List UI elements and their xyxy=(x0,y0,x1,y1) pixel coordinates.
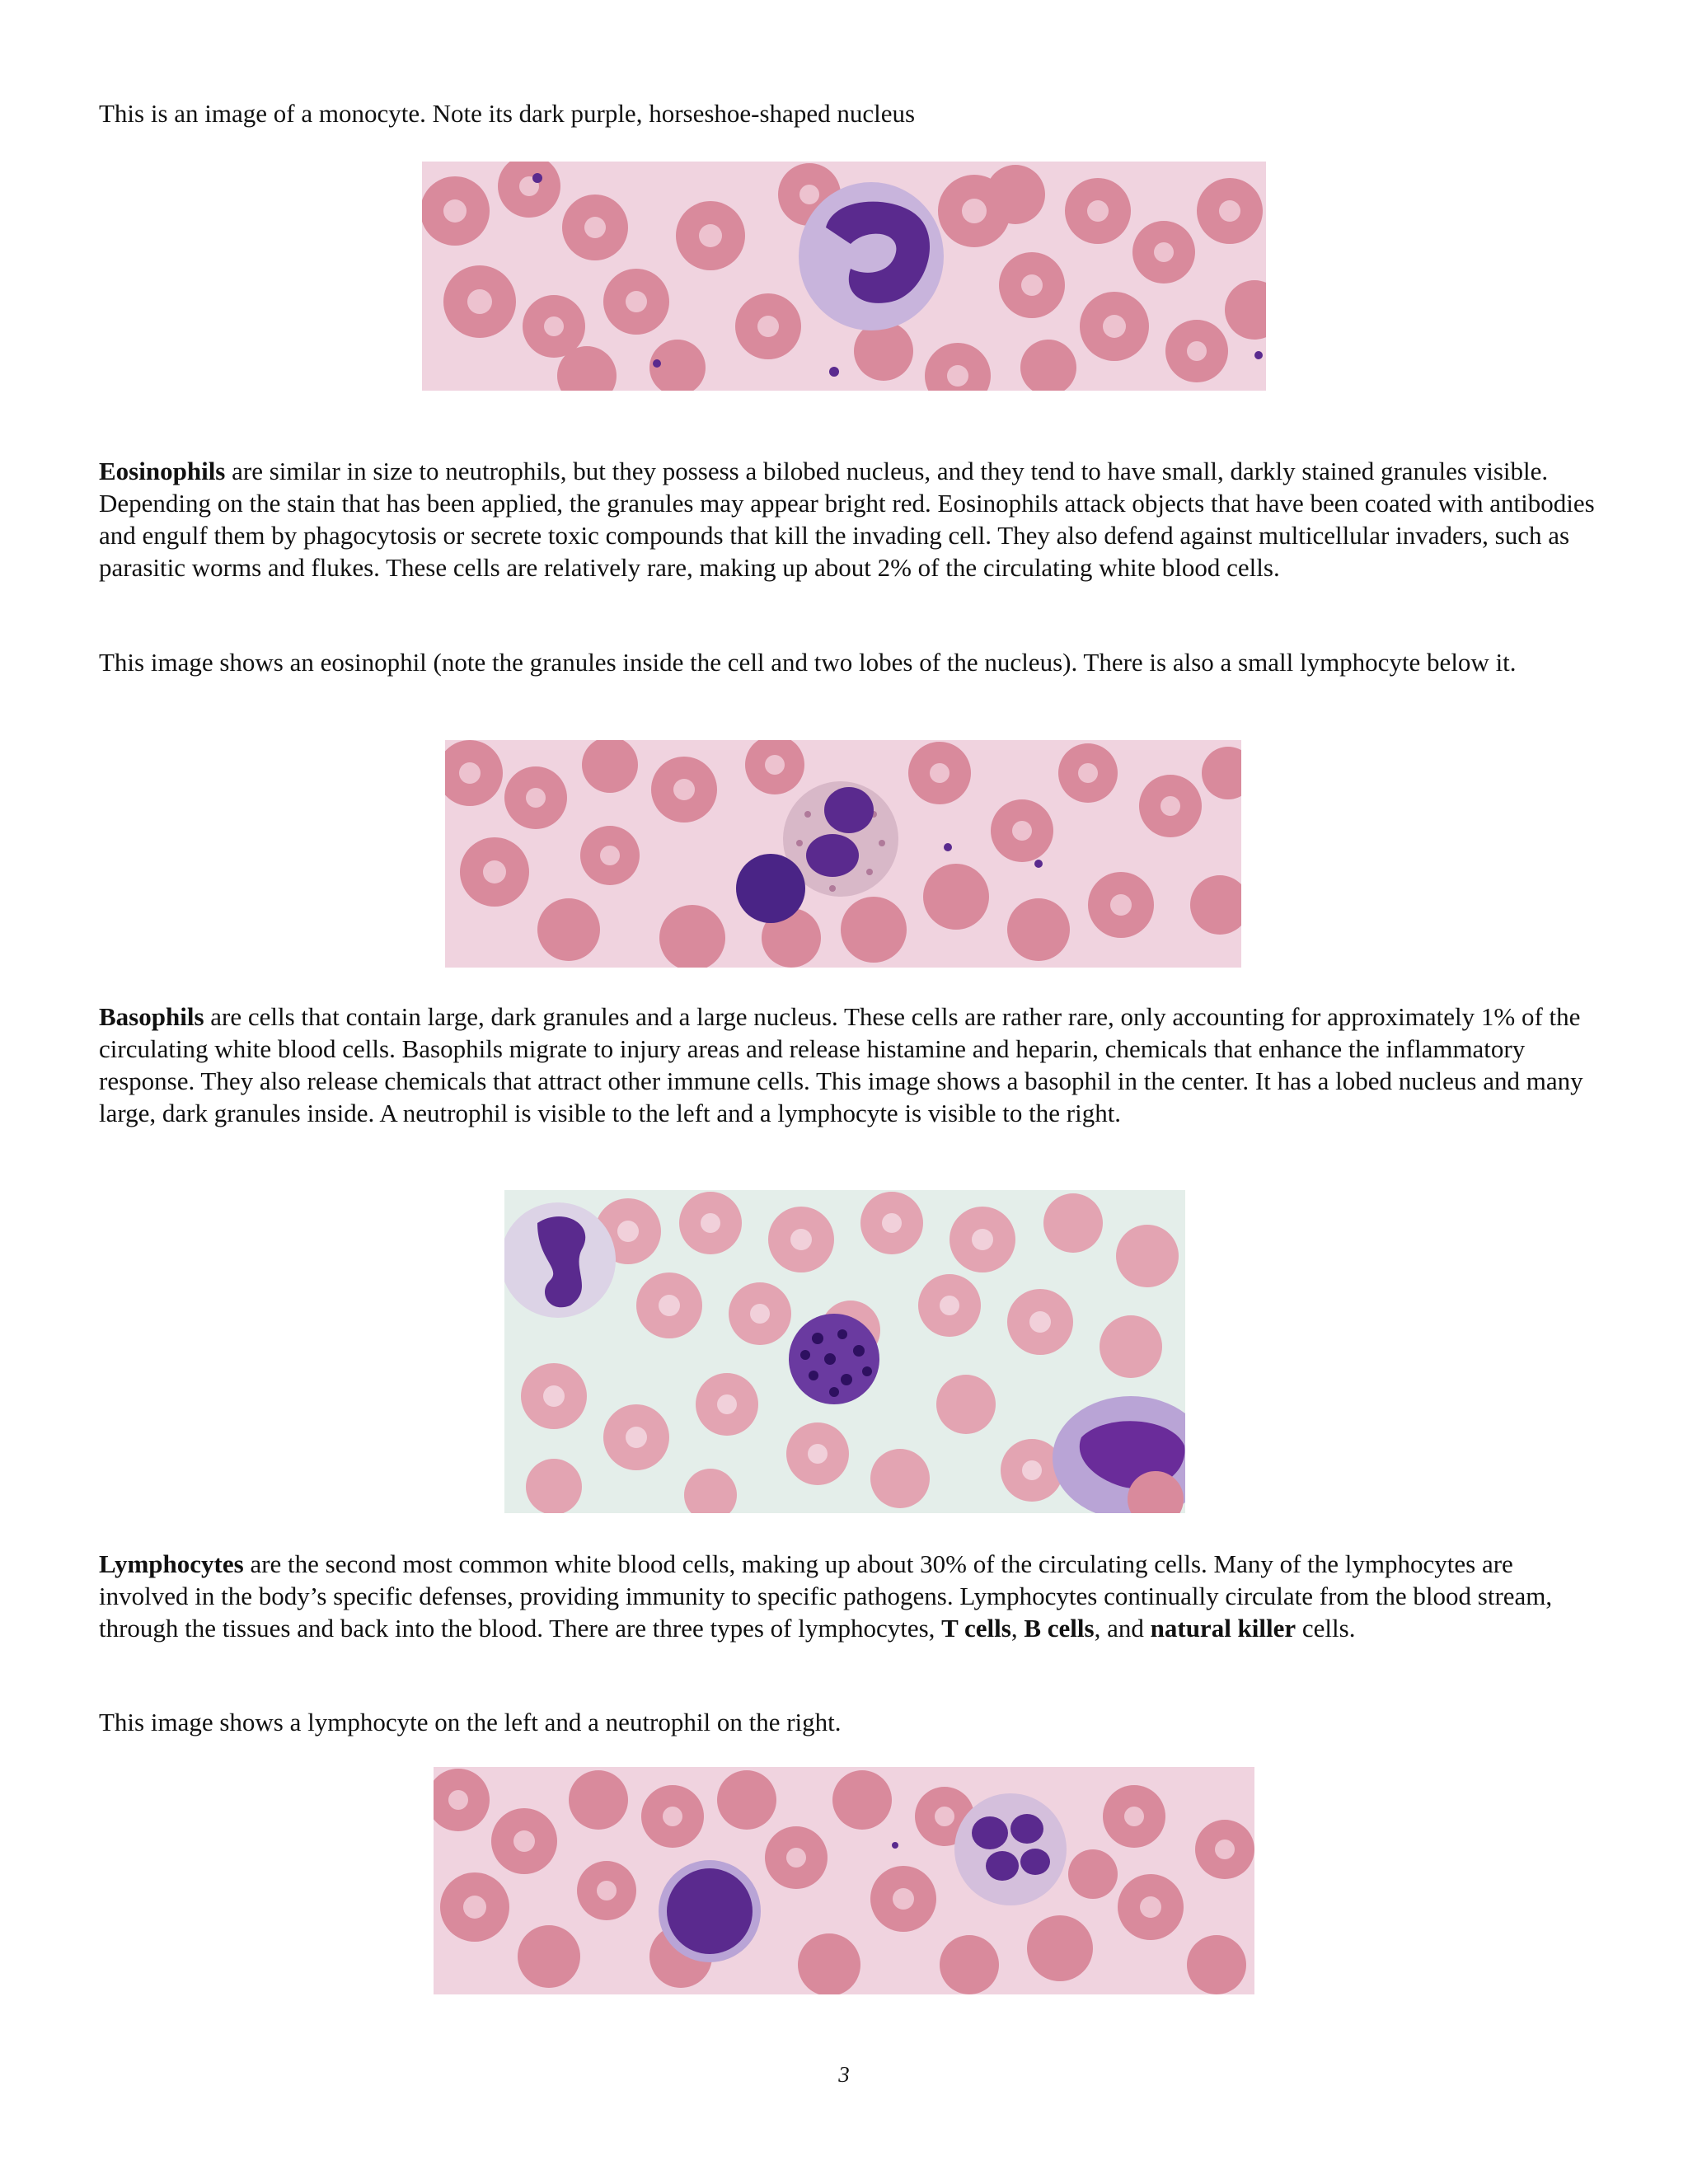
basophil-term: Basophils xyxy=(99,1002,204,1031)
monocyte-micrograph xyxy=(422,162,1266,391)
b-cells-term: B cells xyxy=(1024,1614,1095,1643)
t-cells-term: T cells xyxy=(941,1614,1011,1643)
lymphocyte-micrograph-svg xyxy=(434,1767,1254,1994)
eosinophil-paragraph xyxy=(99,455,1599,583)
lymphocyte-term: Lymphocytes xyxy=(99,1549,244,1578)
eosinophil-micrograph xyxy=(445,740,1241,968)
basophil-paragraph xyxy=(99,1001,1599,1129)
lymphocyte-separator-2: , and xyxy=(1094,1614,1151,1643)
eosinophil-micrograph-svg xyxy=(445,740,1241,968)
lymphocyte-description-end: cells. xyxy=(1296,1614,1356,1643)
eosinophil-caption: This image shows an eosinophil (note the granules inside the cell and two lobes of the nucleus). There is also a small lymphocyte below it. xyxy=(99,648,1517,677)
lymphocyte-micrograph xyxy=(434,1767,1254,1994)
lymphocyte-paragraph xyxy=(99,1548,1599,1644)
natural-killer-term: natural killer xyxy=(1150,1614,1296,1643)
eosinophil-term: Eosinophils xyxy=(99,457,226,485)
eosinophil-description: are similar in size to neutrophils, but they possess a bilobed nucleus, and they tend to have small, darkly stained granules visible. Depending on the stain that has been applied, the granules may appear bright red. Eosinophils attack objects that have been coated with antibodies and engulf them by phagocytosis or secrete toxic compounds that kill the invading cell. They also defend against multicellular invaders, such as parasitic worms and flukes. These cells are relatively rare, making up about 2% of the circulating white blood cells. xyxy=(99,457,1595,582)
lymphocyte-description: are the second most common white blood cells, making up about 30% of the circulating cells. Many of the lymphocytes are involved in the body’s specific defenses, providing immunity to specific pathogens. Lymphocytes continually circulate from the blood stream, through the tissues and back into the blood. There are three types of lymphocytes, xyxy=(99,1549,1553,1643)
lymphocyte-caption: This image shows a lymphocyte on the left and a neutrophil on the right. xyxy=(99,1708,842,1736)
lymphocyte-separator-1: , xyxy=(1010,1614,1025,1643)
basophil-micrograph xyxy=(504,1190,1185,1513)
monocyte-caption: This is an image of a monocyte. Note its dark purple, horseshoe-shaped nucleus xyxy=(99,99,916,128)
basophil-micrograph-svg xyxy=(504,1190,1185,1513)
monocyte-micrograph-svg xyxy=(422,162,1266,391)
page-number: 3 xyxy=(838,2062,850,2087)
basophil-description: are cells that contain large, dark granules and a large nucleus. These cells are rather rare, only accounting for approximately 1% of the circulating white blood cells. Basophils migrate to injury areas and release histamine and heparin, chemicals that enhance the inflammatory response. They also release chemicals that attract other immune cells. This image shows a basophil in the center. It has a lobed nucleus and many large, dark granules inside. A neutrophil is visible to the left and a lymphocyte is visible to the right. xyxy=(99,1002,1583,1127)
